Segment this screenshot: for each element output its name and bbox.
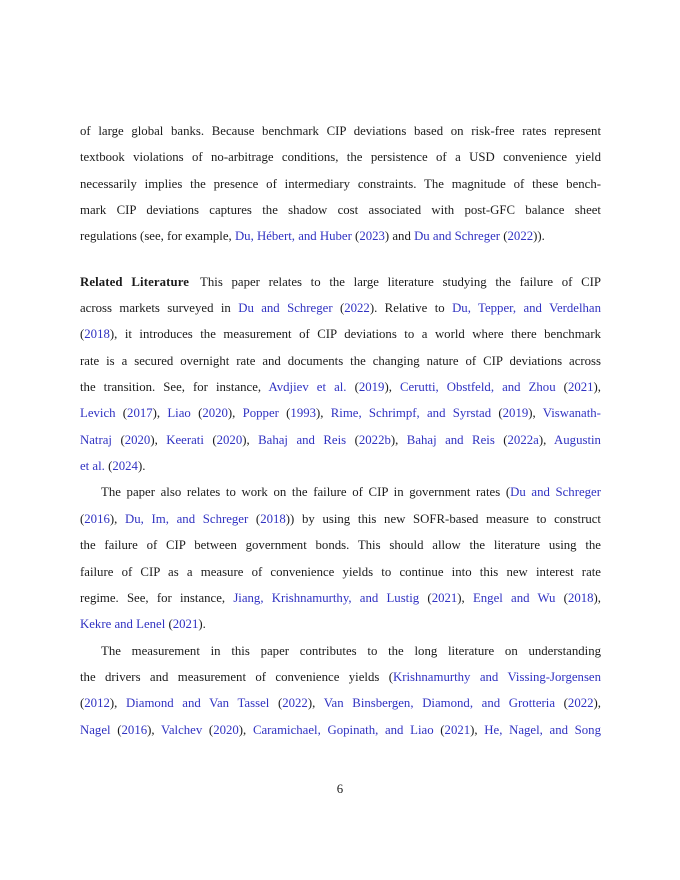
citation-link[interactable]: Bahaj and Reis: [258, 432, 347, 447]
citation-link[interactable]: 2016: [121, 722, 148, 737]
citation-link[interactable]: Augustin: [554, 432, 601, 447]
citation-link[interactable]: et al.: [80, 459, 105, 474]
text-run: necessarily implies the presence of intermediary constraints. The magnitude of these bench-: [80, 176, 601, 191]
citation-link[interactable]: 2020: [202, 406, 228, 421]
citation-link[interactable]: Du and Schreger: [414, 229, 501, 244]
citation-link[interactable]: 2021: [172, 617, 199, 632]
text-run: regulations (see, for example,: [80, 229, 235, 244]
text-run: ),: [538, 432, 555, 447]
text-run: across markets surveyed in: [80, 301, 239, 316]
text-run: (: [115, 406, 128, 421]
text-run: ),: [238, 722, 253, 737]
text-line: [80, 197, 601, 223]
text-run: ),: [147, 722, 162, 737]
citation-link[interactable]: Nagel: [80, 722, 111, 737]
citation-link[interactable]: 2023: [359, 229, 385, 244]
text-run: (: [190, 406, 203, 421]
citation-link[interactable]: 2021: [431, 590, 458, 605]
paragraph: [80, 269, 601, 480]
text-run: (: [80, 696, 85, 711]
citation-link[interactable]: 2022: [567, 696, 594, 711]
text-line: [80, 144, 601, 170]
citation-link[interactable]: Du and Schreger: [510, 485, 601, 500]
text-line: [80, 611, 601, 637]
text-run: (: [346, 432, 359, 447]
paragraph: [80, 118, 601, 250]
citation-link[interactable]: 2018: [84, 327, 110, 342]
text-run: ),: [150, 432, 167, 447]
text-run: ),: [384, 380, 400, 395]
citation-link[interactable]: 2022: [282, 696, 308, 711]
text-line: [80, 118, 601, 144]
citation-link[interactable]: 2018: [567, 590, 594, 605]
text-line: [80, 374, 601, 400]
text-run: (: [111, 432, 125, 447]
citation-link[interactable]: 2019: [358, 380, 385, 395]
text-run: ) and: [384, 229, 415, 244]
text-run: )).: [533, 229, 545, 244]
citation-link[interactable]: 2022: [507, 229, 534, 244]
text-run: ),: [457, 590, 473, 605]
citation-link[interactable]: Avdjiev et al.: [268, 380, 347, 395]
citation-link[interactable]: Kekre and Lenel: [80, 617, 166, 632]
page-body: [80, 118, 601, 743]
citation-link[interactable]: Du, Hébert, and Huber: [234, 229, 352, 244]
citation-link[interactable]: Popper: [242, 406, 279, 421]
text-line: [80, 638, 601, 664]
text-run: The measurement in this paper contributes to the long literature on understanding: [101, 643, 601, 658]
text-run: (: [202, 722, 214, 737]
text-run: the transition. See, for instance,: [80, 380, 269, 395]
text-line: [80, 453, 601, 479]
citation-link[interactable]: Liao: [167, 406, 191, 421]
text-run: (: [491, 406, 503, 421]
text-line: [80, 506, 601, 532]
citation-link[interactable]: 2018: [260, 511, 286, 526]
citation-link[interactable]: Caramichael, Gopinath, and Liao: [252, 722, 434, 737]
paragraph-heading: Related Literature: [80, 274, 190, 289]
text-run: (: [248, 511, 261, 526]
citation-link[interactable]: Du, Tepper, and Verdelhan: [452, 301, 601, 316]
citation-link[interactable]: 2019: [502, 406, 529, 421]
citation-link[interactable]: 1993: [290, 406, 317, 421]
paragraph: [80, 479, 601, 637]
text-run: ),: [109, 511, 125, 526]
text-run: ),: [593, 696, 601, 711]
text-run: failure of CIP as a measure of convenience yields to continue into this new interest rate: [80, 564, 601, 579]
text-run: (: [269, 696, 283, 711]
text-run: (: [110, 722, 122, 737]
text-line: [80, 585, 601, 611]
citation-link[interactable]: Viswanath-: [542, 406, 601, 421]
text-run: (: [203, 432, 217, 447]
citation-link[interactable]: Rime, Schrimpf, and Syrstad: [330, 406, 492, 421]
text-run: (: [433, 722, 445, 737]
citation-link[interactable]: 2021: [444, 722, 471, 737]
text-run: ).: [198, 617, 206, 632]
citation-link[interactable]: Natraj: [80, 432, 112, 447]
text-line: [80, 427, 601, 453]
text-run: (: [165, 617, 173, 632]
citation-link[interactable]: 2021: [567, 380, 594, 395]
text-run: ),: [593, 590, 602, 605]
text-run: (: [332, 301, 345, 316]
text-line: [80, 559, 601, 585]
citation-link[interactable]: 2022a: [507, 432, 539, 447]
citation-link[interactable]: 2016: [84, 511, 110, 526]
citation-link[interactable]: Engel and Wu: [472, 590, 556, 605]
text-line: [80, 321, 601, 347]
text-run: The paper also relates to work on the failure of CIP in government rates (: [101, 485, 511, 500]
text-line: [80, 532, 601, 558]
citation-link[interactable]: Levich: [80, 406, 116, 421]
citation-link[interactable]: 2022b: [358, 432, 391, 447]
citation-link[interactable]: Van Binsbergen, Diamond, and Grotteria: [323, 696, 555, 711]
text-run: ),: [316, 406, 331, 421]
citation-link[interactable]: 2017: [127, 406, 153, 421]
text-run: (: [419, 590, 432, 605]
citation-link[interactable]: Krishnamurthy and Vissing-Jorgensen: [392, 669, 602, 684]
citation-link[interactable]: Du and Schreger: [238, 301, 333, 316]
text-run: the failure of CIP between government bonds. This should allow the literature using the: [80, 538, 601, 553]
citation-link[interactable]: 2020: [216, 432, 243, 447]
text-line: [80, 269, 601, 295]
citation-link[interactable]: Cerutti, Obstfeld, and Zhou: [399, 380, 556, 395]
text-run: ),: [109, 696, 126, 711]
text-run: ),: [390, 432, 407, 447]
text-run: ),: [227, 406, 243, 421]
text-line: [80, 348, 601, 374]
citation-link[interactable]: 2022: [344, 301, 370, 316]
citation-link[interactable]: He, Nagel, and Song: [484, 722, 601, 737]
text-line: [80, 295, 601, 321]
text-run: (: [80, 511, 85, 526]
citation-link[interactable]: Keerati: [166, 432, 204, 447]
text-run: (: [351, 229, 360, 244]
text-line: [80, 664, 601, 690]
citation-link[interactable]: Du, Im, and Schreger: [125, 511, 249, 526]
citation-link[interactable]: 2020: [213, 722, 239, 737]
text-line: [80, 223, 601, 249]
citation-link[interactable]: 2020: [124, 432, 151, 447]
text-run: (: [80, 327, 85, 342]
citation-link[interactable]: Diamond and Van Tassel: [125, 696, 270, 711]
text-run: ),: [242, 432, 259, 447]
text-run: This paper relates to the large literature studying the failure of CIP: [200, 274, 601, 289]
text-run: rate is a secured overnight rate and documents the changing nature of CIP deviations across: [80, 353, 601, 368]
citation-link[interactable]: Jiang, Krishnamurthy, and Lustig: [233, 590, 420, 605]
citation-link[interactable]: Bahaj and Reis: [406, 432, 495, 447]
text-run: of large global banks. Because benchmark CIP deviations based on risk-free rates represent: [80, 124, 601, 138]
text-line: [80, 479, 601, 505]
text-run: (: [278, 406, 291, 421]
text-run: ),: [307, 696, 324, 711]
text-run: ),: [470, 722, 485, 737]
text-run: mark CIP deviations captures the shadow cost associated with post-GFC balance sheet: [80, 203, 601, 218]
text-run: ),: [152, 406, 168, 421]
text-run: )) by using this new SOFR-based measure to construct: [285, 511, 601, 526]
text-run: the drivers and measurement of convenience yields (: [80, 669, 393, 684]
text-line: [80, 400, 601, 426]
text-run: (: [555, 590, 568, 605]
text-run: ), it introduces the measurement of CIP deviations to a world where there benchmark: [109, 327, 601, 342]
text-line: [80, 690, 601, 716]
page-number: 6: [336, 782, 344, 796]
text-run: ).: [137, 459, 146, 474]
text-run: (: [500, 229, 508, 244]
text-run: ),: [593, 380, 601, 395]
text-run: regime. See, for instance,: [80, 590, 234, 605]
text-run: (: [346, 380, 359, 395]
paragraph: [80, 638, 601, 743]
text-run: (: [494, 432, 508, 447]
text-line: [80, 171, 601, 197]
text-run: (: [555, 380, 568, 395]
text-run: textbook violations of no-arbitrage conditions, the persistence of a USD convenience yield: [80, 150, 601, 165]
text-run: ). Relative to: [369, 301, 453, 316]
citation-link[interactable]: Valchev: [161, 722, 203, 737]
citation-link[interactable]: 2024: [112, 459, 138, 474]
citation-link[interactable]: 2012: [84, 696, 110, 711]
text-run: ),: [528, 406, 543, 421]
text-line: [80, 717, 601, 743]
text-run: (: [555, 696, 568, 711]
text-run: (: [104, 459, 113, 474]
